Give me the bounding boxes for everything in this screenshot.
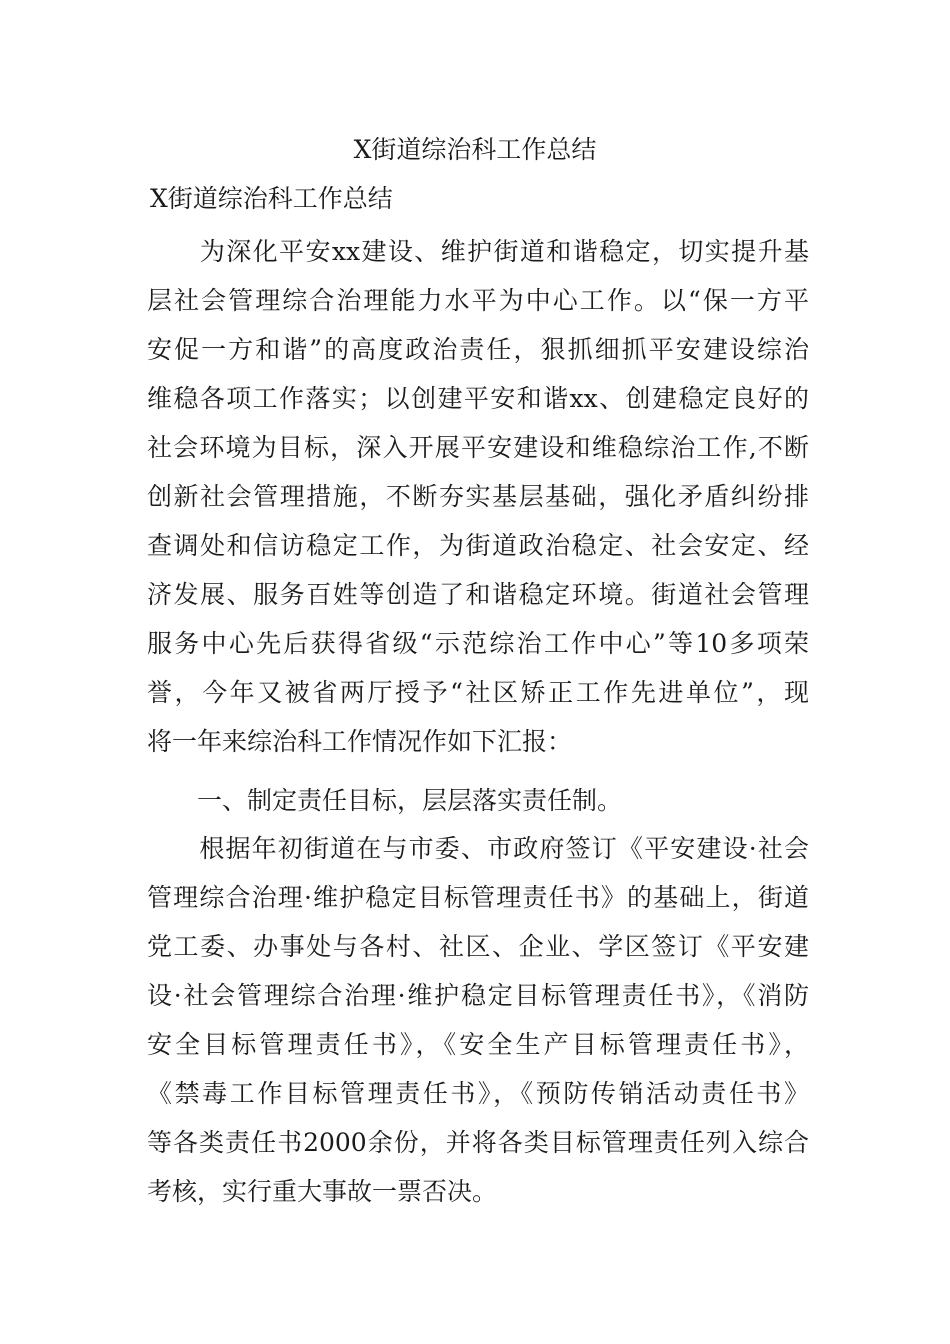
paragraph-line: 创新社会管理措施，不断夯实基层基础，强化矛盾纠纷排 [147, 482, 809, 511]
paragraph-line: 为深化平安xx建设、维护街道和谐稳定，切实提升基 [147, 237, 809, 266]
paragraph-line: 党工委、办事处与各村、社区、企业、学区签订《平安建 [147, 932, 809, 961]
paragraph-line: 根据年初街道在与市委、市政府签订《平安建设·社会 [147, 834, 809, 863]
document-title: X街道综治科工作总结 [353, 135, 597, 164]
paragraph-line: 誉，今年又被省两厅授予“社区矫正工作先进单位”，现 [147, 678, 809, 707]
paragraph-line: 考核，实行重大事故一票否决。 [147, 1177, 498, 1206]
paragraph-line: 《禁毒工作目标管理责任书》，《预防传销活动责任书》 [147, 1079, 809, 1108]
paragraph-line: 安全目标管理责任书》，《安全生产目标管理责任书》， [147, 1030, 809, 1059]
paragraph-line: 安促一方和谐”的高度政治责任，狠抓细抓平安建设综治 [147, 335, 809, 364]
paragraph-line: 查调处和信访稳定工作，为街道政治稳定、社会安定、经 [147, 531, 809, 560]
paragraph-line: 管理综合治理·维护稳定目标管理责任书》的基础上，街道 [147, 883, 809, 912]
paragraph-line: 济发展、服务百姓等创造了和谐稳定环境。街道社会管理 [147, 580, 809, 609]
paragraph-line: 维稳各项工作落实；以创建平安和谐xx、创建稳定良好的 [147, 384, 809, 413]
document-subtitle: X街道综治科工作总结 [150, 184, 393, 213]
paragraph-line: 服务中心先后获得省级“示范综治工作中心”等10多项荣 [147, 629, 809, 658]
section-heading-text: 一、制定责任目标，层层落实责任制。 [147, 786, 623, 815]
paragraph-line: 社会环境为目标，深入开展平安建设和维稳综治工作,不断 [147, 433, 809, 462]
section-heading-1 [147, 776, 809, 825]
paragraph-intro [147, 227, 809, 766]
paragraph-line: 将一年来综治科工作情况作如下汇报： [147, 727, 573, 756]
paragraph-line: 等各类责任书2000余份，并将各类目标管理责任列入综合 [147, 1128, 809, 1157]
paragraph-responsibility [147, 824, 809, 1216]
paragraph-line: 层社会管理综合治理能力水平为中心工作。以“保一方平 [147, 286, 809, 315]
paragraph-line: 设·社会管理综合治理·维护稳定目标管理责任书》，《消防 [147, 981, 809, 1010]
